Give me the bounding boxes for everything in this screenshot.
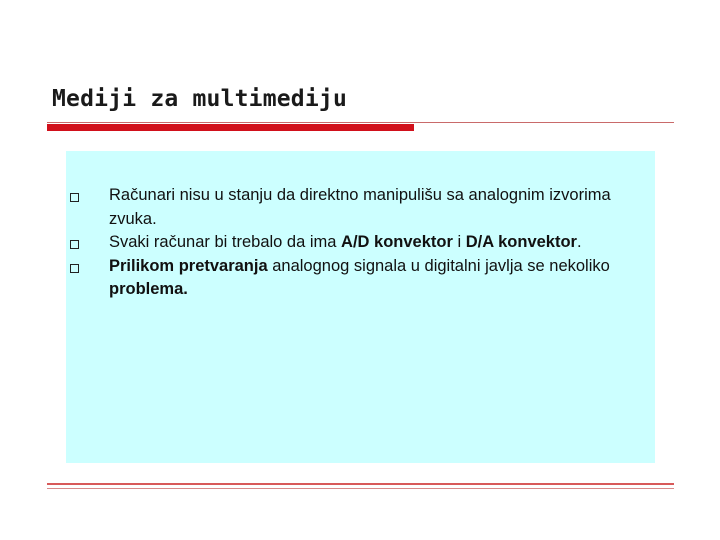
bullet-segment: i bbox=[452, 233, 466, 251]
square-bullet-icon bbox=[70, 264, 79, 273]
footer-divider-thin bbox=[47, 488, 674, 489]
bullet-segment-bold: A/D konvektor bbox=[341, 233, 453, 251]
bullet-text bbox=[109, 186, 611, 228]
title-divider-accent bbox=[47, 124, 414, 131]
bullet-segment: . bbox=[576, 233, 582, 251]
bullet-item bbox=[66, 255, 655, 302]
bullet-segment-bold: D/A konvektor bbox=[465, 233, 577, 251]
bullet-item bbox=[66, 184, 655, 231]
square-bullet-icon bbox=[70, 240, 79, 249]
footer-divider-thick bbox=[47, 483, 674, 485]
square-bullet-icon bbox=[70, 193, 79, 202]
bullet-item bbox=[66, 231, 655, 255]
bullet-segment: analognog signala u digitalni javlja se nekoliko bbox=[267, 256, 610, 275]
bullet-list bbox=[66, 184, 655, 302]
bullet-segment-bold: Prilikom pretvaranja bbox=[109, 256, 268, 275]
bullet-text bbox=[109, 233, 582, 251]
content-panel bbox=[66, 151, 655, 463]
bullet-segment-bold: problema. bbox=[109, 280, 188, 298]
bullet-text bbox=[109, 257, 610, 299]
slide-title: Mediji za multimediju bbox=[52, 86, 347, 112]
bullet-segment: Svaki računar bi trebalo da ima bbox=[109, 233, 342, 251]
bullet-segment: Računari nisu u stanju da direktno manipulišu sa analognim izvorima zvuka. bbox=[109, 186, 611, 228]
title-divider-thin bbox=[47, 122, 674, 123]
